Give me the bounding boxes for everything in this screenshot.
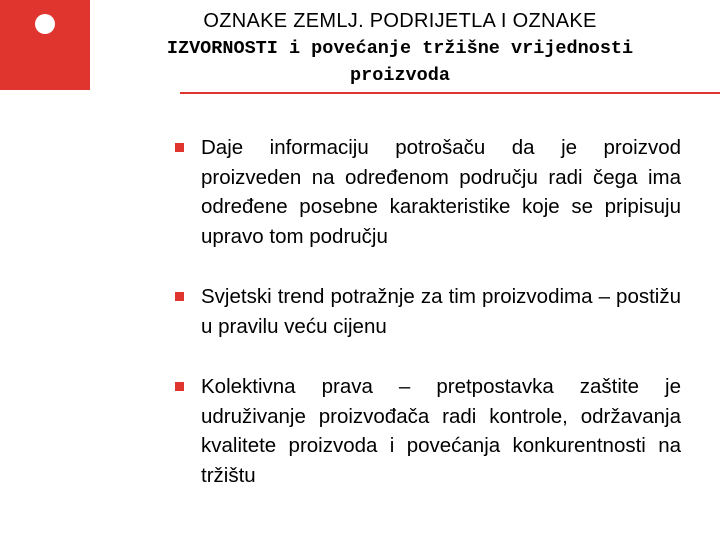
bullet-item	[175, 282, 681, 341]
title-line-1: OZNAKE ZEMLJ. PODRIJETLA I OZNAKE	[203, 10, 597, 32]
bullet-text: Kolektivna prava – pretpostavka zaštite je udruživanje proizvođača radi kontrole, održavanja kvalitete proizvoda i povećanja konkurentnosti na tržištu	[201, 375, 681, 487]
bullet-item	[175, 133, 681, 251]
slide-title	[100, 8, 700, 89]
square-bullet-icon	[175, 292, 184, 301]
square-bullet-icon	[175, 382, 184, 391]
bullet-text: Daje informaciju potrošaču da je proizvod proizveden na određenom području radi čega ima određene posebne karakteristike koje se pripisuju upravo tom području	[201, 136, 681, 248]
title-line-2: IZVORNOSTI i povećanje tržišne vrijednosti	[166, 38, 634, 59]
corner-accent-block	[0, 0, 90, 90]
circle-icon	[35, 14, 55, 34]
bullet-text: Svjetski trend potražnje za tim proizvodima – postižu u pravilu veću cijenu	[201, 285, 681, 338]
bullet-list	[175, 133, 681, 490]
bullet-item	[175, 372, 681, 490]
title-line-3: proizvoda	[350, 65, 450, 86]
title-divider	[180, 92, 720, 94]
square-bullet-icon	[175, 143, 184, 152]
